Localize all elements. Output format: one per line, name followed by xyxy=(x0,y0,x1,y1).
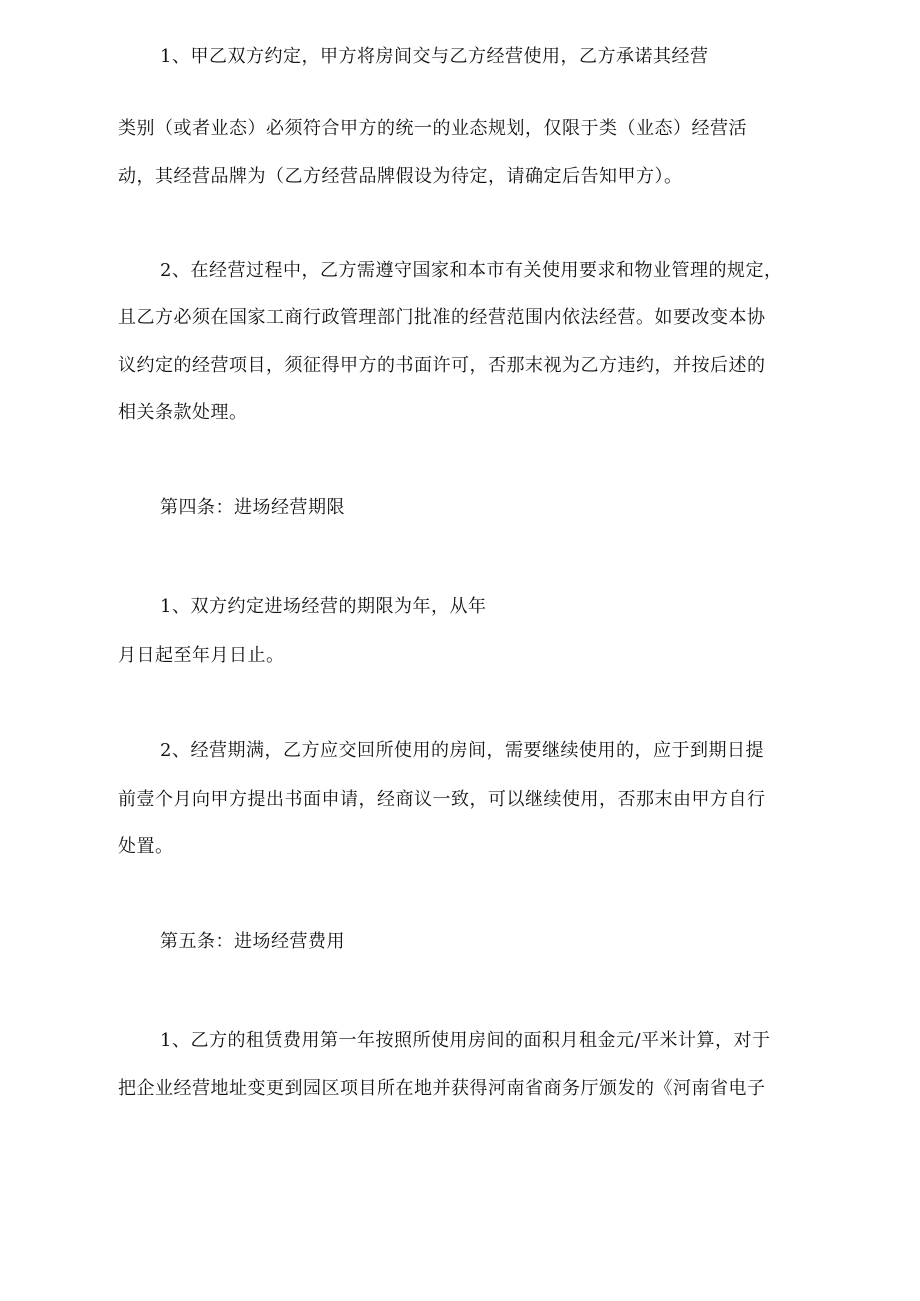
section-heading: 第五条：进场经营费用 xyxy=(160,931,345,952)
paragraph-line: 前壹个月向甲方提出书面申请，经商议一致，可以继续使用，否那末由甲方自行 xyxy=(118,789,766,810)
paragraph-line: 且乙方必须在国家工商行政管理部门批准的经营范围内依法经营。如要改变本协 xyxy=(118,307,766,328)
paragraph-line: 2、经营期满，乙方应交回所使用的房间，需要继续使用的，应于到期日提 xyxy=(160,740,764,761)
paragraph-line: 2、在经营过程中，乙方需遵守国家和本市有关使用要求和物业管理的规定， xyxy=(160,260,783,281)
paragraph-line: 议约定的经营项目，须征得甲方的书面许可，否那末视为乙方违约，并按后述的 xyxy=(118,355,766,376)
paragraph-line: 1、双方约定进场经营的期限为年，从年 xyxy=(160,596,487,617)
paragraph-line: 1、甲乙双方约定，甲方将房间交与乙方经营使用，乙方承诺其经营 xyxy=(160,46,709,67)
paragraph-line: 把企业经营地址变更到园区项目所在地并获得河南省商务厅颁发的《河南省电子 xyxy=(118,1078,766,1099)
paragraph-line: 处置。 xyxy=(118,836,174,857)
section-heading: 第四条：进场经营期限 xyxy=(160,497,345,518)
paragraph-line: 类别（或者业态）必须符合甲方的统一的业态规划，仅限于类（业态）经营活 xyxy=(118,118,747,139)
paragraph-line: 月日起至年月日止。 xyxy=(118,645,285,666)
paragraph-line: 相关条款处理。 xyxy=(118,402,248,423)
paragraph-line: 动，其经营品牌为（乙方经营品牌假设为待定，请确定后告知甲方）。 xyxy=(118,166,683,187)
paragraph-line: 1、乙方的租赁费用第一年按照所使用房间的面积月租金元/平米计算，对于 xyxy=(160,1030,771,1051)
